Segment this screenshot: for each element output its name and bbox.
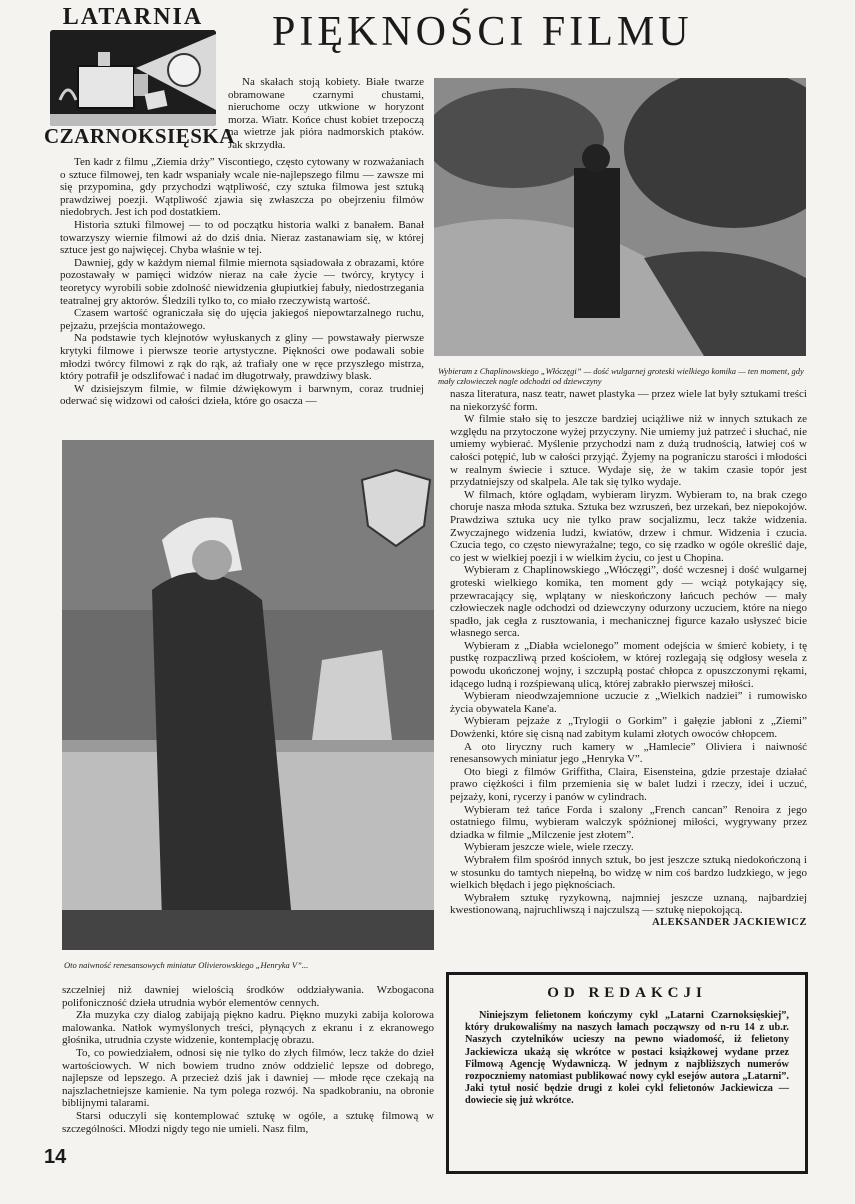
intro-block — [228, 76, 424, 152]
editorial-box — [446, 972, 808, 1174]
author-signature: ALEKSANDER JACKIEWICZ — [652, 916, 807, 928]
left-paragraph: Dawniej, gdy w każdym niemal filmie miernota sąsiadowała z obrazami, które pozostawały w pamięci widzów nieraz na całe życie — twórcy, krytycy i teoretycy wyrobili sobie zdolność niewidzenia głupiutkiej fabuły, niedostrzegania teatralnej gry aktorów. Śledzili tylko to, co miało rzeczywistą wartość. — [60, 256, 424, 307]
intro-paragraph-2: Ten kadr z filmu „Ziemia drży” Viscontiego, często cytowany w rozważaniach o sztuce filmowej, ten kadr wspaniały wcale nie-najlepszego filmu — zawsze mi się przypomina, gdy przychodzi wątpliwość, czy sztuka filmowa jest sztuką prawdziwej poezji. Wątpliwość zjawia się zwłaszcza po obejrzeniu filmów niedobrych. Jest ich pod dostatkiem. — [60, 156, 424, 219]
left-paragraph: Na podstawie tych klejnotów wyłuskanych z gliny — powstawały pierwsze krytyki filmowe i pierwsze teorie artystyczne. Piękności owe podawali sobie młodzi twórcy filmowi z rąk do rąk, aż trafiały one w ręce przyszłego mistrza, który potrafił je odszlifować i nadać im długotrwały, prawdziwy blask. — [60, 332, 424, 383]
masthead-top-word: LATARNIA — [62, 4, 204, 30]
article-title: PIĘKNOŚCI FILMU — [272, 9, 693, 55]
right-paragraph: W filmie stało się to jeszcze bardziej uciążliwe niż w innych sztukach ze względu na przytoczone wyżej przyczyny. Nie umiemy już patrzeć i słuchać, nie umiemy wybierać. Myślenie przychodzi nam z dużą trudnością, łatwiej coś w całości potępić, lub w całości przyjąć. Żyjemy na pograniczu starości i młodości w realnym świecie i sztuce. Wydaje się, że w takim czasie topór jest przydatniejszy od skalpela. Ale tak się tylko wydaje. — [450, 413, 807, 489]
intro-paragraph-1: Na skałach stoją kobiety. Białe twarze obramowane czarnymi chustami, nieruchome oczy utkwione w horyzont morza. Wiatr. Końce chust kobiet trzepoczą na wietrze jak pióra nadmorskich ptaków. Jak skrzydła. — [228, 76, 424, 151]
magic-lantern-illustration — [50, 30, 216, 126]
right-paragraph: Oto biegi z filmów Griffitha, Claira, Eisensteina, gdzie przestaje działać prawo ciężkości i film przemienia się w balet ludzi i rzeczy, idei i uczuć, pejzaży, koni, rycerzy i panów w cylindrach. — [450, 765, 807, 803]
big-photo-caption-text: Oto naiwność renesansowych miniatur Olivierowskiego „Henryka V”... — [64, 960, 309, 970]
top-photo-caption — [438, 366, 808, 386]
right-paragraph: Wybieram z „Diabła wcielonego” moment odejścia w śmierć kobiety, i tę pustkę rozpaczliwą przed kościołem, w której rozlegają się odgłosy wesela z powodu ukończonej wojny, i szczupłą postać chłopca z opuszczonymi rękami, idącego ludną i rozśpiewaną ulicą, której zabrakło pierwszej miłości. — [450, 639, 807, 690]
right-paragraph: Wybieram pejzaże z „Trylogii o Gorkim” i gałęzie jabłoni z „Ziemi” Dowżenki, które się cisną nad zabitym kulami złotych owoców chłopcem. — [450, 715, 807, 741]
right-paragraph: Wybrałem film spośród innych sztuk, bo jest jeszcze sztuką niedokończoną i w stosunku do tamtych niepełną, bo widzę w nim coś bardzo ludzkiego, w jego wielkich błędach i jego pięknościach. — [450, 853, 807, 892]
masthead-logo — [44, 4, 235, 154]
magic-lantern-icon — [50, 30, 216, 126]
landscape-figure-image — [434, 78, 806, 356]
bottom-left-paragraph: szczelniej niż dawniej wielością środków oddziaływania. Wzbogacona polifoniczność dzieła utrudnia wybór elementów cennych. — [62, 984, 434, 1009]
right-paragraph: A oto liryczny ruch kamery w „Hamlecie” Oliviera i naiwność renesansowych miniatur jego „Henryka V”. — [450, 740, 807, 766]
page-number: 14 — [44, 1146, 67, 1168]
henry-v-photo — [62, 440, 434, 950]
left-column — [60, 156, 424, 408]
top-photo-caption-text: Wybieram z Chaplinowskiego „Włóczęgi” — dość wulgarnej groteski wielkiego komika — ten moment, gdy mały człowieczek nagle odchodzi od dziewczyny — [438, 366, 804, 386]
editorial-text: Niniejszym felietonem kończymy cykl „Latarni Czarnoksięskiej”, który drukowaliśmy na naszych łamach począwszy od n-ru 14 z ub.r. Naszych czytelników ucieszy na pewno wiadomość, iż felietony Jackiewicza ukażą się wkrótce w postaci książkowej wydane przez Filmową Agencję Wydawniczą. W jednym z najbliższych numerów rozpoczniemy natomiast publikować nowy cykl esejów autora „Latarni”. Jaki tytuł nosić będzie drugi z kolei cykl felietonów Jackiewicza — dowiecie się już wkrótce. — [465, 1010, 789, 1107]
right-column — [450, 388, 807, 928]
right-paragraph: Wybieram jeszcze wiele, wiele rzeczy. — [464, 841, 634, 854]
big-photo-caption — [64, 960, 434, 970]
bottom-left-paragraph: Zła muzyka czy dialog zabijają piękno kadru. Piękno muzyki zabija kolorowa malowanka. Natłok wymyślonych treści, płynących z ekranu i z ekranowego głośnika, utrudnia czyste widzenie, kontemplację obrazu. — [62, 1009, 434, 1047]
bottom-left-paragraph: Starsi oduczyli się kontemplować sztukę w ogóle, a sztukę filmową w szczególności. Młodzi nigdy tego nie umieli. Nasz film, — [62, 1109, 434, 1135]
right-paragraph: Wybieram z Chaplinowskiego „Włóczęgi”, dość wczesnej i dość wulgarnej groteski wielkiego komika, ten moment gdy — wciąż potykający się, przewracający się, wplątany w nieskończony łańcuch pechów — mały człowieczek nagle odchodzi od dziewczyny odurzony uczuciem, które na niego spadło, jak cegła z rusztowania, i mechanicznej figurce kazało usłyszeć bicie własnego serca. — [450, 564, 807, 640]
renaissance-figure-image — [62, 440, 434, 950]
right-paragraph: nasza literatura, nasz teatr, nawet plastyka — przez wiele lat były sztukami treści na niekorzyść form. — [450, 388, 807, 413]
bottom-left-column — [62, 984, 434, 1135]
right-paragraph: Wybieram też tańce Forda i szalony „French cancan” Renoira z jego ostatniego filmu, wybieram walczyk spóźnionej miłości, wygrywany przez dziadka w filmie „Milczenie jest złotem”. — [450, 803, 807, 841]
right-paragraph: Wybieram nieodwzajemnione uczucie z „Wielkich nadziei” i rumowisko życia obywatela Kane'a. — [450, 690, 807, 715]
left-paragraph: Czasem wartość ograniczała się do ujęcia jakiegoś niepowtarzalnego ruchu, pejzażu, przejścia montażowego. — [60, 307, 424, 332]
chaplin-photo — [434, 78, 806, 356]
left-paragraph: Historia sztuki filmowej — to od początku historia walki z banałem. Banał towarzyszy wiernie filmowi aż do dziś dnia. Nieraz zastanawiam się, w której sztuce jest go najwięcej. Chyba właśnie w tej. — [60, 218, 424, 257]
right-paragraph: W filmach, które oglądam, wybieram liryzm. Wybieram to, na brak czego choruje nasza młoda sztuka. Sztuka bez wzruszeń, bez urzekań, bez niepokojów. Prawdziwa sztuka ucy nie tylko praw socjalizmu, lecz także widzenia. Zwyczajnego widzenia ludzi, kwiatów, drzew i chmur. Widzenia i czucia. Czucia tego, co często niewyrażalne; tego, co się rzadko w ogóle określić daje, co jest w wielkiej poezji i w wielkim życiu, co jest u Chopina. — [450, 488, 807, 564]
left-paragraph: W dzisiejszym filmie, w filmie dźwiękowym i barwnym, coraz trudniej oderwać się widzowi od całości dzieła, które go osacza — — [60, 382, 424, 408]
masthead-bottom-word: CZARNOKSIĘSKA — [44, 124, 235, 148]
editorial-title: OD REDAKCJI — [547, 985, 707, 1001]
right-paragraph: Wybrałem sztukę ryzykowną, najmniej jeszcze uznaną, najbardziej kwestionowaną, najruchliwszą i najczulszą — sztukę niepokojącą. — [450, 891, 807, 917]
bottom-left-paragraph: To, co powiedziałem, odnosi się nie tylko do złych filmów, lecz także do dzieł wartościowych. W nich bowiem trudno znów oddzielić lepsze od dobrego, najlepsze od lepszego. A przecież dziś jak i dawniej — młode ręce czekają na najszlachetniejsze kamienie. Na tym polega rozwój. Na spadkobraniu, na obronie biblijnymi talarami. — [62, 1046, 434, 1110]
